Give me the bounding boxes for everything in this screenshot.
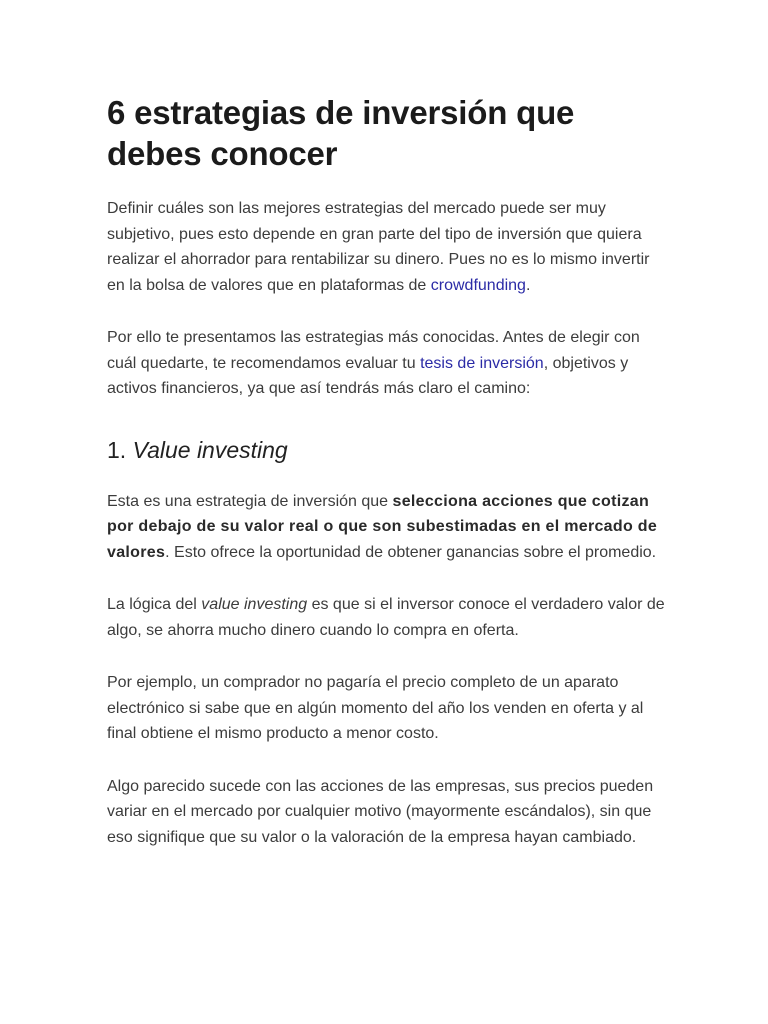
section-heading-text: Value investing	[132, 436, 288, 463]
value-investing-definition	[107, 489, 667, 566]
article	[107, 92, 667, 850]
crowdfunding-link[interactable]: crowdfunding	[430, 276, 526, 294]
intro-paragraph	[107, 196, 667, 298]
article-title: 6 estrategias de inversión que debes conocer	[107, 94, 575, 172]
definition-text-end: . Esto ofrece la oportunidad de obtener ganancias sobre el promedio.	[165, 543, 657, 561]
definition-bold-text: selecciona acciones que cotizan por debajo de su valor real o que son subestimadas en el mercado de valores	[107, 492, 658, 561]
section-number: 1.	[107, 436, 133, 463]
value-investing-logic	[107, 592, 667, 643]
investment-thesis-link[interactable]: tesis de inversión	[420, 354, 544, 372]
intro2-text-end: , objetivos y activos financieros, ya que así tendrás más claro el camino:	[107, 354, 629, 397]
example-paragraph: Por ejemplo, un comprador no pagaría el precio completo de un aparato electrónico si sabe que en algún momento del año los venden en oferta y al final obtiene el mismo producto a menor costo.	[107, 674, 644, 742]
intro-text-end: .	[525, 276, 531, 294]
section-heading-value-investing	[107, 435, 667, 465]
logic-text: La lógica del	[107, 596, 202, 613]
intro2-text: Por ello te presentamos las estrategias más conocidas. Antes de elegir con cuál quedarte, te recomendamos evaluar tu	[107, 329, 640, 372]
intro-text: Definir cuáles son las mejores estrategias del mercado puede ser muy subjetivo, pues esto depende en gran parte del tipo de inversión que quiera realizar el ahorrador para rentabilizar su dinero. Pues no es lo mismo invertir en la bolsa de valores que en plataformas de	[107, 200, 650, 294]
stocks-paragraph: Algo parecido sucede con las acciones de las empresas, sus precios pueden variar en el mercado por cualquier motivo (mayormente escándalos), sin que eso signifique que su valor o la valoración de la empresa hayan cambiado.	[107, 777, 654, 846]
definition-text: Esta es una estrategia de inversión que	[107, 492, 393, 510]
intro-paragraph-2	[107, 325, 667, 402]
logic-text-end: es que si el inversor conoce el verdadero valor de algo, se ahorra mucho dinero cuando lo compra en oferta.	[107, 596, 665, 639]
logic-em-text: value investing	[201, 596, 308, 613]
